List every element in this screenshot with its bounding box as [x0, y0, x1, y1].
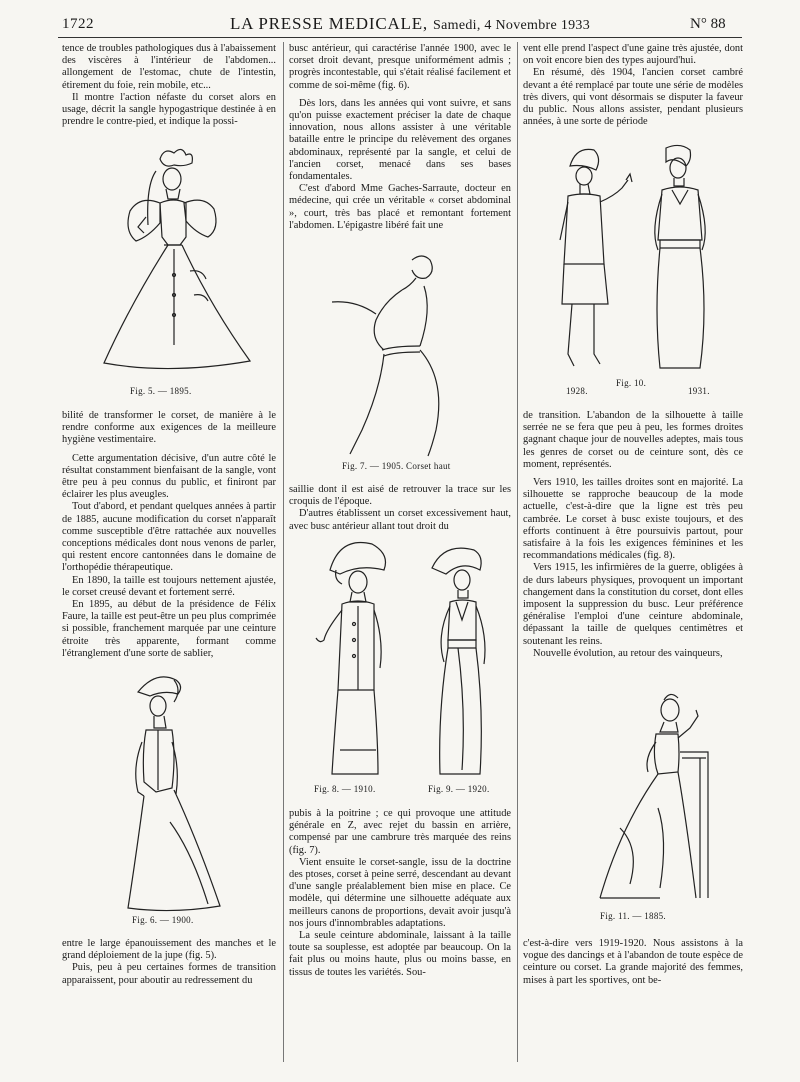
- paragraph: Vers 1910, les tailles droites sont en majorité. La silhouette se rapproche beaucoup de la mode actuelle, c'est-à-dire que la ligne est très peu cambrée. Le corset à busc existe toujours, et des efforts continuent à être poursuivis partout, pour satisfaire à la fois les exigences féminines et les recommandations médicales (fig. 8).: [523, 477, 743, 562]
- paragraph: entre le large épanouissement des manches et le grand déploiement de la jupe (fig. 5).: [62, 938, 276, 962]
- paragraph: En 1895, au début de la présidence de Félix Faure, la taille est peut-être un peu plus comprimée si possible, franchement marquée par une ceinture étroite très apparente, formant comme l'étranglement d'une sorte de sablier,: [62, 599, 276, 659]
- paragraph: Nouvelle évolution, au retour des vainqueurs,: [533, 647, 723, 659]
- paragraph: D'autres établissent un corset excessivement haut, avec busc antérieur allant tout droit du: [289, 508, 511, 532]
- column-1-middle: [62, 410, 276, 660]
- figure-10-right-year: 1931.: [688, 386, 710, 396]
- paragraph: pubis à la poitrine ; ce qui provoque une attitude générale en Z, avec rejet du bassin en arrière, compensé par une cambrure très marquée des reins (fig. 7).: [289, 808, 511, 856]
- figure-10-caption: Fig. 10.: [616, 378, 647, 388]
- column-separator: [283, 42, 284, 1062]
- issue-number: N° 88: [690, 16, 726, 32]
- figure-11-illustration: [560, 688, 720, 908]
- paragraph: C'est d'abord Mme Gaches-Sarraute, docteur en médecine, qui crée un véritable « corset abdominal », court, très bas placé et remontant fortement l'abdomen. L'épigastre libéré fait une: [289, 183, 511, 231]
- figure-7-caption: Fig. 7. — 1905. Corset haut: [342, 461, 451, 471]
- figure-11-caption: Fig. 11. — 1885.: [600, 911, 666, 921]
- paragraph: tence de troubles pathologiques dus à l'abaissement des viscères à l'intérieur de l'abdomen... allongement de l'estomac, chute de l'intestin, étirement du foie, rein mobile, etc...: [62, 43, 276, 91]
- journal-title: LA PRESSE MEDICALE,: [230, 14, 428, 33]
- header-rule: [58, 37, 742, 38]
- issue-date: Samedi, 4 Novembre 1933: [433, 18, 591, 33]
- column-3-top: [523, 43, 743, 128]
- figure-9-illustration: [418, 540, 508, 780]
- paragraph: Tout d'abord, et pendant quelques années à partir de 1885, aucune modification du corset n'apparaît comme susceptible d'être rattachée aux nouvelles conceptions médicales dont nous venons de parler, qui restent encore cantonnées dans le domaine de l'orthopédie thérapeutique.: [62, 501, 276, 574]
- paragraph: La seule ceinture abdominale, laissant à la taille toute sa souplesse, est adoptée par beaucoup. On la fait plus ou moins haute, plus ou moins basse, en tissus de toutes les variétés. Sou-: [289, 930, 511, 978]
- paragraph: En résumé, dès 1904, l'ancien corset cambré devant a été remplacé par toute une série de modèles très divers, qui vont désormais se disputer la faveur du public. Nous allons assister, pendant plusieurs années, à une sorte de période: [523, 67, 743, 128]
- figure-5-illustration: [90, 145, 270, 375]
- running-title: [230, 14, 590, 34]
- column-2-bottom: [289, 808, 511, 979]
- paragraph: Vers 1915, les infirmières de la guerre, obligées à de durs labeurs physiques, provoquent un important changement dans la constitution du corset, dont elles imposent la suppression du busc. Leur préférence généralise l'emploi d'une ceinture abdominale, dépassant la taille de quelques centimètres et soutenant les reins.: [523, 562, 743, 647]
- paragraph: c'est-à-dire vers 1919-1920. Nous assistons à la vogue des dancings et à l'abandon de toute espèce de ceinture ou corset. La grande majorité des femmes, mises à part les sportives, ont be-: [523, 938, 743, 986]
- paragraph: Cette argumentation décisive, d'un autre côté le résultat constamment bienfaisant de la sangle, vont être peu à peu connus du public, et finiront par éclairer les plus aveugles.: [62, 452, 276, 501]
- figure-8-illustration: [300, 540, 400, 780]
- figure-9-caption: Fig. 9. — 1920.: [428, 784, 490, 794]
- paragraph: Vient ensuite le corset-sangle, issu de la doctrine des ptoses, corset à peine serré, descendant au devant d'une sangle préalablement bien mise en place. Ce modèle, qui détermine une silhouette adéquate aux meilleurs canons de proportions, devait avoir jusqu'à nos jours d'innombrables adaptations.: [289, 856, 511, 929]
- column-separator: [517, 42, 518, 1062]
- figure-10-illustration: [550, 140, 730, 380]
- column-2-middle: [289, 484, 511, 533]
- paragraph: Il montre l'action néfaste du corset alors en usage, décrit la sangle hypogastrique destinée à en prendre le contre-pied, et indique la possi-: [62, 91, 276, 128]
- figure-6-caption: Fig. 6. — 1900.: [132, 915, 194, 925]
- figure-7-illustration: [332, 250, 482, 460]
- column-3-middle: [523, 410, 743, 660]
- column-1-bottom: [62, 938, 276, 987]
- paragraph: En 1890, la taille est toujours nettement ajustée, le corset creusé devant et fortement serré.: [62, 574, 276, 598]
- paragraph: de transition. L'abandon de la silhouette à taille serrée ne se fera que peu à peu, les formes droites gagnant chaque jour de nouvelles adeptes, mais tous les genres de corset ou de ceinture sont, dès ce moment, représentés.: [523, 410, 743, 470]
- column-3-bottom: [523, 938, 743, 987]
- paragraph: busc antérieur, qui caractérise l'année 1900, avec le corset droit devant, presque uniformément admis ; progrès incontestable, qui s'était réalisé facilement et comme de soi-même (fig. 6).: [289, 43, 511, 91]
- figure-8-caption: Fig. 8. — 1910.: [314, 784, 376, 794]
- figure-10-left-year: 1928.: [566, 386, 588, 396]
- page-number: 1722: [62, 16, 94, 32]
- paragraph: saillie dont il est aisé de retrouver la trace sur les croquis de l'époque.: [289, 484, 511, 508]
- figure-5-caption: Fig. 5. — 1895.: [130, 386, 192, 396]
- column-2-top: [289, 43, 511, 232]
- paragraph: bilité de transformer le corset, de manière à le rendre conforme aux exigences de la meilleure hygiène vestimentaire.: [62, 410, 276, 446]
- paragraph: Dès lors, dans les années qui vont suivre, et sans qu'on puisse exactement préciser la date de chaque innovation, nous allons assister à une véritable bataille entre le principe du relèvement des organes abdominaux, représenté par la sangle, et celui de l'ancien corset, menacé dans ses bases fondamentales.: [289, 97, 511, 183]
- page-header: [0, 0, 800, 38]
- figure-6-illustration: [112, 672, 252, 912]
- paragraph: Puis, peu à peu certaines formes de transition apparaissent, pour aboutir au redressement du: [62, 962, 276, 986]
- paragraph: vent elle prend l'aspect d'une gaine très ajustée, dont on voit encore bien des types aujourd'hui.: [523, 43, 743, 67]
- column-1-top: [62, 43, 276, 128]
